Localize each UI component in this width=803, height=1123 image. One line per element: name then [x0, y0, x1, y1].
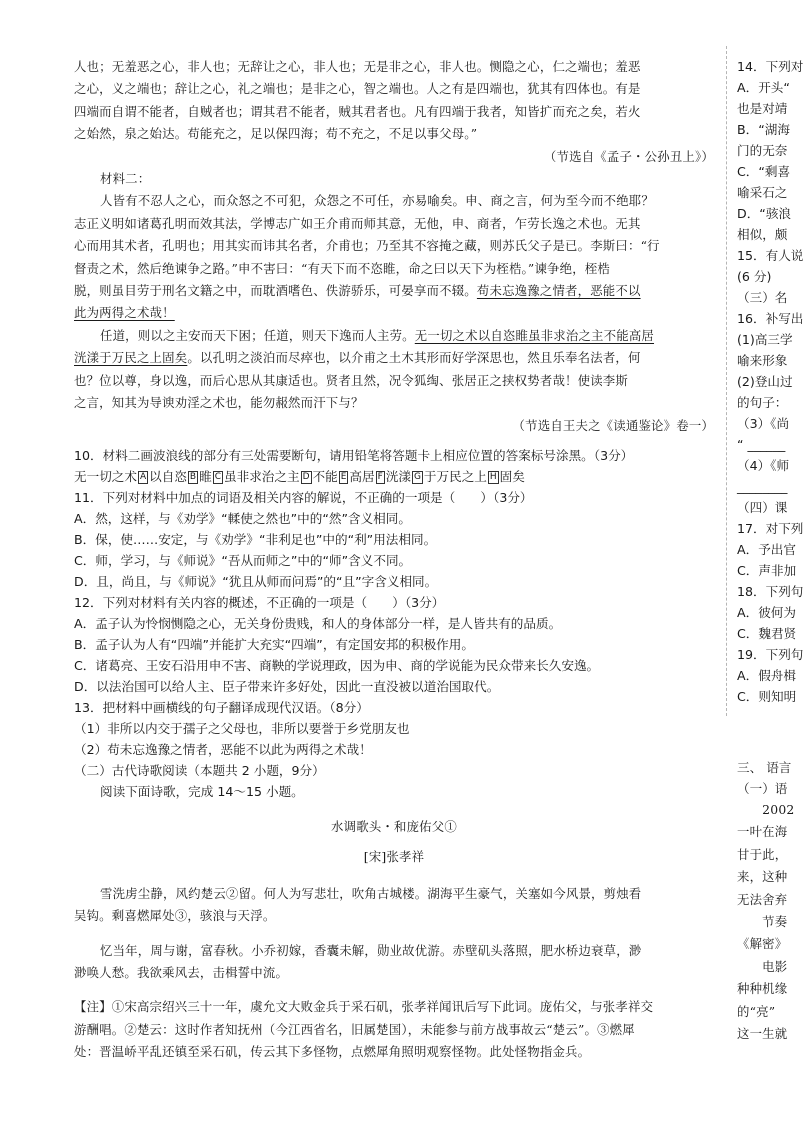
question-10: 10．材料二画波浪线的部分有三处需要断句，请用铅笔将答题卡上相应位置的答案标号涂黑。（3分）	[74, 447, 634, 463]
q10-break-options	[74, 466, 714, 487]
q10-text-segment: 无一切之术	[74, 468, 137, 484]
q11-option-c[interactable]: C．师，学习，与《师说》“吾从而师之”中的“师”含义不同。	[74, 552, 412, 568]
right-column-line: C．“剩喜	[737, 164, 791, 179]
poem-line: 渺唤人愁。我欲乘风去，击楫誓中流。	[74, 964, 289, 980]
main-column	[74, 56, 714, 1064]
q10-text-segment: 不能	[312, 468, 338, 484]
question-12: 12．下列对材料有关内容的概述，不正确的一项是（ ）（3分）	[74, 594, 445, 610]
text-line	[74, 347, 714, 369]
q12-option-c[interactable]: C．诸葛亮、王安石沿用申不害、商鞅的学说理政，因为申、商的学说能为民众带来长久安逸。	[74, 657, 600, 673]
right-column-line: D．“骇浪	[737, 206, 792, 221]
text-line: 志正义明如诸葛孔明而效其法，学博志广如王介甫而师其意，无他，申、商者，乍劳长逸之术也。无其	[74, 215, 641, 231]
poem-author: [宋]张孝祥	[363, 849, 425, 865]
q10-break-box-g[interactable]: G	[413, 471, 421, 482]
text-line: 之始然，泉之始达。苟能充之，足以保四海；苟不充之，不足以事父母。”	[74, 126, 478, 142]
text-line: 之言，知其为导谀劝淫之术也，能勿赧然而汗下与？	[74, 395, 364, 411]
q10-break-box-d[interactable]: D	[302, 471, 310, 482]
q10-text-segment: 固矣	[499, 468, 525, 484]
q10-break-box-f[interactable]: F	[377, 471, 383, 482]
right-column-line: 18．下列句	[737, 584, 803, 599]
right-column-line: 节奏	[737, 914, 788, 930]
right-column-line: 的“亮”	[737, 1003, 776, 1019]
poem-note: 游酬唱。②楚云：这时作者知抚州（今江西省名，旧属楚国），未能参与前方战事故云“楚云”。③燃犀	[74, 1021, 635, 1037]
text-line: 之心，义之端也；辞让之心，礼之端也；是非之心，智之端也。人之有是四端也，犹其有四体也。有是	[74, 81, 641, 97]
right-column-line: 无法舍弃	[737, 891, 788, 907]
right-column-line: A．开头“	[737, 80, 790, 95]
q12-option-b[interactable]: B．孟子认为人有“四端”并能扩大充实“四端”，有定国安邦的积极作用。	[74, 636, 474, 652]
q12-option-a[interactable]: A．孟子认为怜悯恻隐之心，无关身份贵贱，和人的身体部分一样，是人皆共有的品质。	[74, 615, 562, 631]
right-column-line: 喻采石之	[737, 185, 788, 200]
right-column-line: 16．补写出	[737, 311, 803, 326]
q11-option-d[interactable]: D．且，尚且，与《师说》“犹且从师而问焉”的“且”字含义相同。	[74, 573, 438, 589]
right-column-line: 15．有人说	[737, 248, 803, 263]
text-line: 四端而自谓不能者，自贼者也；谓其君不能者，贼其君者也。凡有四端于我者，知皆扩而充之矣，若火	[74, 103, 641, 119]
poem-note: 【注】①宋高宗绍兴三十一年，虞允文大败金兵于采石矶，张孝祥闻讯后写下此词。庞佑父，与张孝祥交	[74, 999, 654, 1015]
q10-text-segment: 洸漾	[385, 468, 411, 484]
q10-text-segment: 以自恣	[149, 468, 187, 484]
q11-option-a[interactable]: A．然，这样，与《劝学》“輮使之然也”中的“然”含义相同。	[74, 510, 411, 526]
right-column-line: 种种机缘	[737, 981, 788, 997]
mencius-passage	[74, 56, 714, 146]
poem-title: 水调歌头・和庞佑父①	[331, 818, 457, 834]
underlined-sentence: 此为两得之术哉！	[74, 305, 175, 321]
right-column-line: C．则知明	[737, 689, 797, 704]
q13-item-1: （1）非所以内交于孺子之父母也，非所以要誉于乡党朋友也	[74, 720, 410, 736]
text-span: 以之主安而天下困；任道，则天下逸而人主劳。	[150, 327, 415, 343]
q10-break-box-c[interactable]: C	[214, 471, 221, 482]
right-column-line: “ ______	[737, 437, 786, 452]
right-column-line: 这一生就	[737, 1026, 788, 1042]
right-column-line: 来，这种	[737, 869, 788, 885]
right-column-line: C．声非加	[737, 563, 797, 578]
q10-text-segment: 高居	[349, 468, 375, 484]
q13-item-2: （2）苟未忘逸豫之情者，恶能不以此为两得之术哉！	[74, 741, 372, 757]
right-column-line: 也是对靖	[737, 101, 788, 116]
q12-option-d[interactable]: D．以法治国可以给人主、臣子带来许多好处，因此一直没被以道治国取代。	[74, 678, 500, 694]
right-column-line: B．“湖海	[737, 122, 790, 137]
question-11: 11．下列对材料中加点的词语及相关内容的解说，不正确的一项是（ ）（3分）	[74, 489, 533, 505]
source-citation-1: （节选自《孟子・公孙丑上》）	[543, 148, 714, 164]
right-column-line: C．魏君贤	[737, 626, 797, 641]
text-line: 任道，则以之主安而天下困；任道，则天下逸而人主劳。无一切之术以自恣睢虽非求治之主不能高居	[100, 327, 655, 343]
text-line: 督责之术，然后绝谏争之路。”申不害曰：“有天下而不恣睢，命之曰以天下为桎梏。”谏争绝，桎梏	[74, 260, 611, 276]
right-column-line: （四）课	[737, 500, 788, 515]
text-line	[74, 302, 714, 324]
right-column-line: 电影	[737, 958, 788, 974]
source-citation-2: （节选自王夫之《读通鉴论》卷一）	[512, 417, 714, 433]
poem-note: 处：晋温峤平乱还镇至采石矶，传云其下多怪物，点燃犀角照明观察怪物。此处怪物指金兵。	[74, 1044, 591, 1060]
underlined-sentence: 苟未忘逸豫之情者，恶能不以	[476, 283, 641, 299]
text-line: 人也；无羞恶之心，非人也；无辞让之心，非人也；无是非之心，非人也。恻隐之心，仁之端也；羞恶	[74, 59, 641, 74]
right-column-line: （三）名	[737, 290, 788, 305]
q10-break-box-e[interactable]: E	[340, 471, 347, 482]
right-column-line: 相似，颇	[737, 227, 788, 242]
right-column-line: 一叶在海	[737, 824, 788, 840]
right-column-line: (2)登山过	[737, 374, 793, 389]
poem-line: 吴钩。剩喜燃犀处③，骇浪与天浮。	[74, 908, 276, 924]
q11-option-b[interactable]: B．保，使……安定，与《劝学》“非利足也”中的“利”用法相同。	[74, 531, 437, 547]
right-column-line: 《解密》	[737, 936, 788, 952]
right-column-line: （3）《尚	[737, 416, 790, 431]
column-divider	[726, 46, 728, 716]
right-column-cropped	[737, 56, 803, 1045]
right-column-line: ________	[737, 479, 788, 494]
q10-break-box-h[interactable]: H	[489, 471, 497, 482]
right-column-line: 甘于此，	[737, 846, 788, 862]
text-line: 也？位以尊，身以逸，而后心思从其康适也。贤者且然，况令狐绹、张居正之挟权势者哉！使读李斯	[74, 372, 628, 388]
right-column-line: 三、 语言	[737, 760, 792, 775]
right-column-line: (6 分)	[737, 269, 772, 284]
wavy-line-segment: 无一切之术以自恣睢虽非求治之主不能高居	[414, 327, 655, 343]
right-column-line: 门的无奈	[737, 143, 788, 158]
q10-break-box-b[interactable]: B	[189, 471, 197, 482]
right-column-line: A．予出官	[737, 542, 796, 557]
right-column-line: 的句子：	[737, 395, 788, 410]
text-line: 心而用其术者，孔明也；用其实而讳其名者，介甫也；乃至其不容掩之藏，则苏氏父子是已。李斯曰：“行	[74, 238, 660, 254]
q10-break-box-a[interactable]: A	[139, 471, 147, 482]
material-2-heading: 材料二：	[100, 171, 151, 187]
poem-line: 忆当年，周与谢，富春秋。小乔初嫁，香囊未解，勋业故优游。赤壁矶头落照，肥水桥边衰草，渺	[100, 942, 642, 958]
section-2-heading: （二）古代诗歌阅读（本题共 2 小题，9分）	[74, 762, 325, 778]
right-column-line: A．假舟楫	[737, 668, 796, 683]
question-13: 13．把材料中画横线的句子翻译成现代汉语。（8分）	[74, 699, 369, 715]
right-column-line: （4）《师	[737, 458, 790, 473]
text-line	[74, 280, 714, 302]
poem-line: 雪洗虏尘静，风约楚云②留。何人为写悲壮，吹角古城楼。湖海平生豪气，关塞如今风景，剪烛看	[100, 885, 642, 901]
wavy-line-segment: 洸漾于万民之上固矣	[74, 350, 188, 366]
section-2-intro: 阅读下面诗歌，完成 14～15 小题。	[100, 783, 304, 799]
right-column-line: （一）语	[737, 781, 788, 796]
right-column-line: A．彼何为	[737, 605, 796, 620]
q10-text-segment: 虽非求治之主	[224, 468, 300, 484]
q10-text-segment: 于万民之上	[423, 468, 487, 484]
right-column-line: 14．下列对	[737, 59, 803, 74]
text-span: 。以孔明之淡泊而尽瘁也，以介甫之土木其形而好学深思也，然且乐奉名法者，何	[187, 350, 641, 366]
text-span: 脱，则虽目劳于刑名文籍之中，而耽酒嗜色、佚游骄乐，可晏享而不辍。	[74, 283, 477, 299]
right-column-line: 19．下列句	[737, 647, 803, 662]
right-column-line: 喻来形象	[737, 353, 788, 368]
q10-text-segment: 睢	[199, 468, 212, 484]
text-line: 人皆有不忍人之心，而众怒之不可犯，众怨之不可任，亦易喻矣。申、商之言，何为至今而不绝耶？	[100, 193, 654, 209]
right-column-line: (1)高三学	[737, 332, 793, 347]
right-column-line: 2002	[737, 802, 795, 817]
right-column-line: 17．对下列	[737, 521, 803, 536]
